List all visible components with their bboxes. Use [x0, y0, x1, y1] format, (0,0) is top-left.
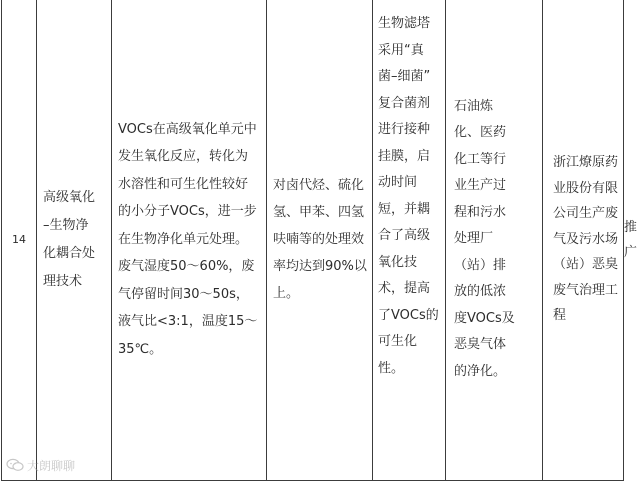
effect-cell [267, 0, 373, 481]
watermark [6, 456, 75, 474]
features-cell [373, 0, 446, 481]
application-scope: 石油炼 化、医药 化工等行 业生产过 程和污水 处理厂 （站）排 放的低浓 度VOCs及 恶臭气体 的净化。 [454, 98, 515, 379]
technology-name: 高级氧化 –生物净 化耦合处 理技术 [43, 189, 96, 289]
treatment-effect: 对卤代烃、硫化 氢、甲苯、四氢 呋喃等的处理效 率均达到90%以 上。 [273, 178, 367, 301]
technical-features: 生物滤塔 采用“真 菌–细菌” 复合菌剂 进行接种 挂膜，启 动时间 短，并耦 合了高级 氧化技 术，提高 了VOCs的 可生化 性。 [378, 16, 439, 376]
recommendation-level: 推 广 [624, 219, 637, 260]
principle-cell [112, 0, 267, 481]
scope-cell [446, 0, 543, 481]
table-row [2, 0, 624, 481]
technology-table [1, 0, 637, 481]
technology-name-cell [37, 0, 112, 481]
watermark-text: 大朗聊聊 [27, 458, 76, 473]
wechat-bubble-icon [6, 458, 24, 472]
case-cell [543, 0, 624, 481]
typical-case: 浙江燎原药 业股份有限 公司生产废 气及污水场 （站）恶臭 废气治理工 程 [553, 155, 619, 324]
technology-principle: VOCs在高级氧化单元中 发生氧化反应，转化为 水溶性和可生化性较好 的小分子VOCs，进一步 在生物净化单元处理。 废气湿度50～60%，废 气停留时间30～50s， 液气比<3:1，温度15～ 35℃。 [118, 121, 258, 357]
row-index: 14 [12, 233, 26, 246]
row-index-cell [2, 0, 37, 481]
